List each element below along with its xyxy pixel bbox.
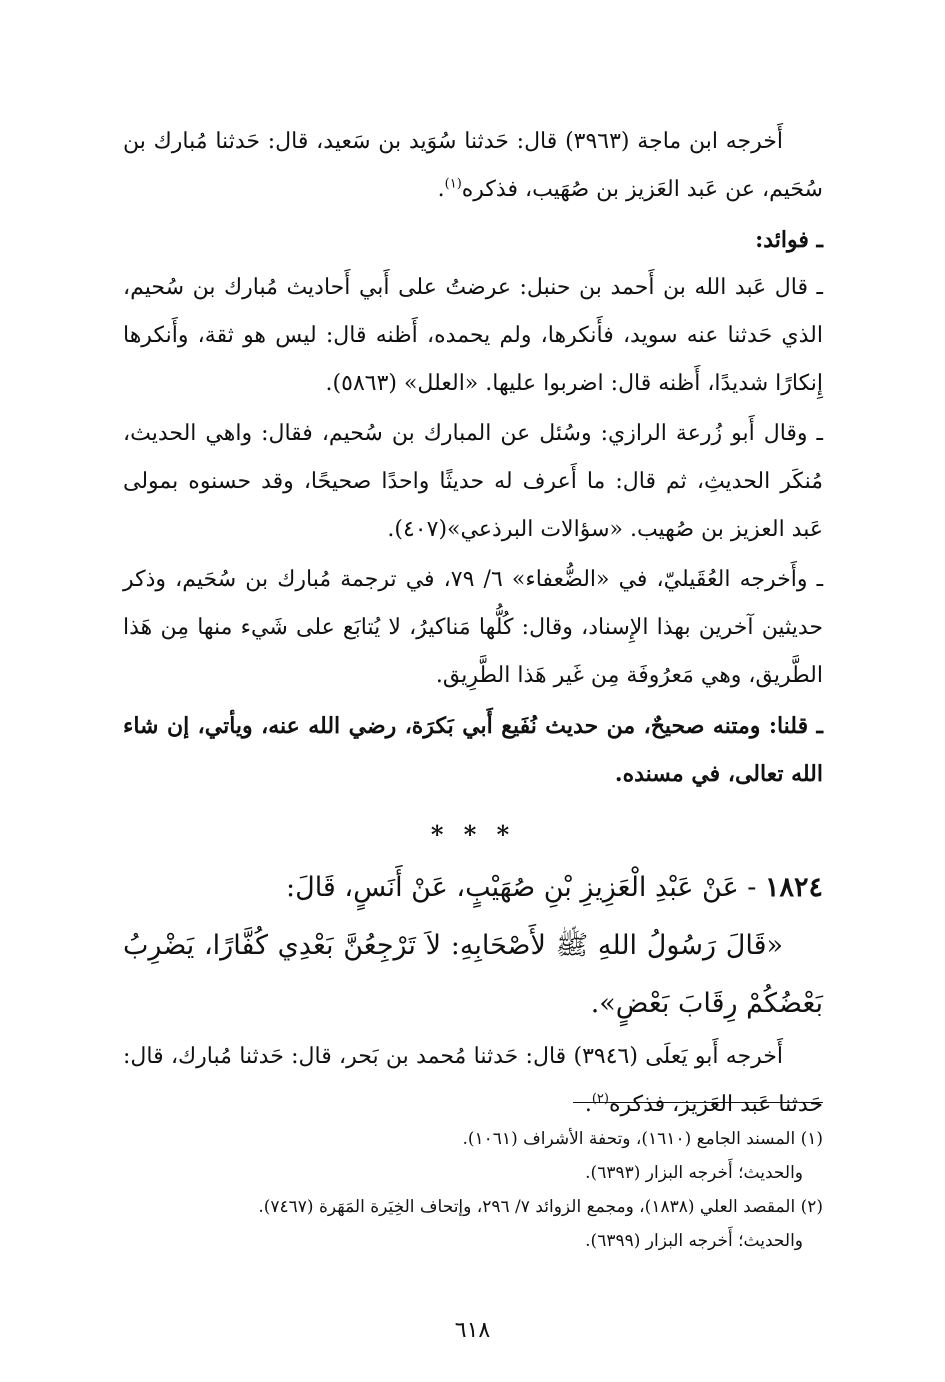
footnote-ref-1: (١) — [444, 176, 462, 192]
takhrij-2-end: . — [584, 1092, 592, 1117]
paragraph-ibn-hanbal: ـ قال عَبد الله بن أَحمد بن حنبل: عرضتُ على أَبي أَحاديث مُبارك بن سُحيم، الذي حَدثنا عنه سويد، فأَنكرها، ولم يحمده، أَظنه قال: ليس هو ثقة، وأَنكرها إِنكارًا شديدًا، أَظنه قال: اضربوا عليها. «العلل» (٥٨٦٣). — [123, 275, 823, 396]
hadith-number: ١٨٢٤ — [764, 872, 823, 903]
takhrij-1-line-1: أَخرجه ابن ماجة (٣٩٦٣) قال: حَدثنا سُوَيد بن سَعيد، قال: حَدثنا مُبارك بن — [123, 129, 784, 154]
main-text — [123, 118, 823, 1131]
footnote-1-note: والحديث؛ أَخرجه البزار (٦٣٩٣). — [585, 1163, 803, 1183]
paragraph-abu-zura: ـ وقال أَبو زُرعة الرازي: وسُئل عن المبارك بن سُحيم، فقال: واهي الحديث، مُنكَر الحديثِ، ثم قال: ما أَعرف له حديثًا واحدًا صحيحًا، وقد حسنوه بمولى عَبد العزيز بن صُهيب. «سؤالات البرذعي»(٤٠٧). — [123, 421, 823, 542]
takhrij-2-line-2: قال: حَدثنا عَبد العَزيز، فذكره — [123, 1044, 823, 1117]
paragraph-takhrij-2 — [123, 1033, 823, 1129]
hadith-isnad: - عَنْ عَبْدِ الْعَزِيزِ بْنِ صُهَيْبٍ، عَنْ أَنَسٍ، قَالَ: — [285, 872, 765, 903]
footnotes — [123, 1122, 823, 1258]
hadith-matn: «قَالَ رَسُولُ اللهِ ﷺ لأَصْحَابِهِ: لاَ تَرْجِعُنَّ بَعْدِي كُفَّارًا، يَضْرِبُ بَعْضُكُمْ رِقَابَ بَعْضٍ». — [123, 930, 823, 1019]
takhrij-1-end: . — [437, 177, 445, 202]
footnote-1: (١) المسند الجامع (١٦١٠)، وتحفة الأشراف (١٠٦١). — [462, 1129, 823, 1149]
footnote-ref-2: (٢) — [591, 1091, 609, 1107]
footnote-divider — [573, 1102, 823, 1103]
footnote-2: (٢) المقصد العلي (١٨٣٨)، ومجمع الزوائد ٧/ ٢٩٦، وإتحاف الخِيَرة المَهَرة (٧٤٦٧). — [258, 1197, 823, 1217]
fawaid-heading: ـ فوائد: — [755, 227, 823, 253]
hadith-heading — [123, 859, 823, 917]
paragraph-takhrij-1 — [123, 118, 823, 214]
takhrij-2-line-1: أَخرجه أَبو يَعلَى (٣٩٤٦) قال: حَدثنا مُحمد بن بَحر، قال: حَدثنا مُبارك، — [170, 1044, 784, 1069]
paragraph-qulna: ـ قلنا: ومتنه صحيحٌ، من حديث نُفَيع أَبي بَكرَة، رضي الله عنه، ويأتي، إن شاء الله تعالى، في مسنده. — [123, 713, 823, 787]
paragraph-uqayli: ـ وأَخرجه العُقَيليّ، في «الضُّعفاء» ٦/ ٧٩، في ترجمة مُبارك بن سُحَيم، وذكر حديثين آخرين بهذا الإِسناد، وقال: كُلُّها مَناكيرُ، لا يُتابَع على شَيء منها مِن هَذا الطَّريق، وهي مَعرُوفَة مِن غَير هَذا الطَّرِيق. — [123, 567, 824, 688]
page-number: ٦١٨ — [454, 1318, 491, 1343]
section-separator: * * * — [430, 820, 516, 849]
takhrij-1-line-2: سُحَيم، عن عَبد العَزيز بن صُهَيب، فذكره — [461, 177, 823, 202]
footnote-2-note: والحديث؛ أَخرجه البزار (٦٣٩٩). — [585, 1231, 803, 1251]
